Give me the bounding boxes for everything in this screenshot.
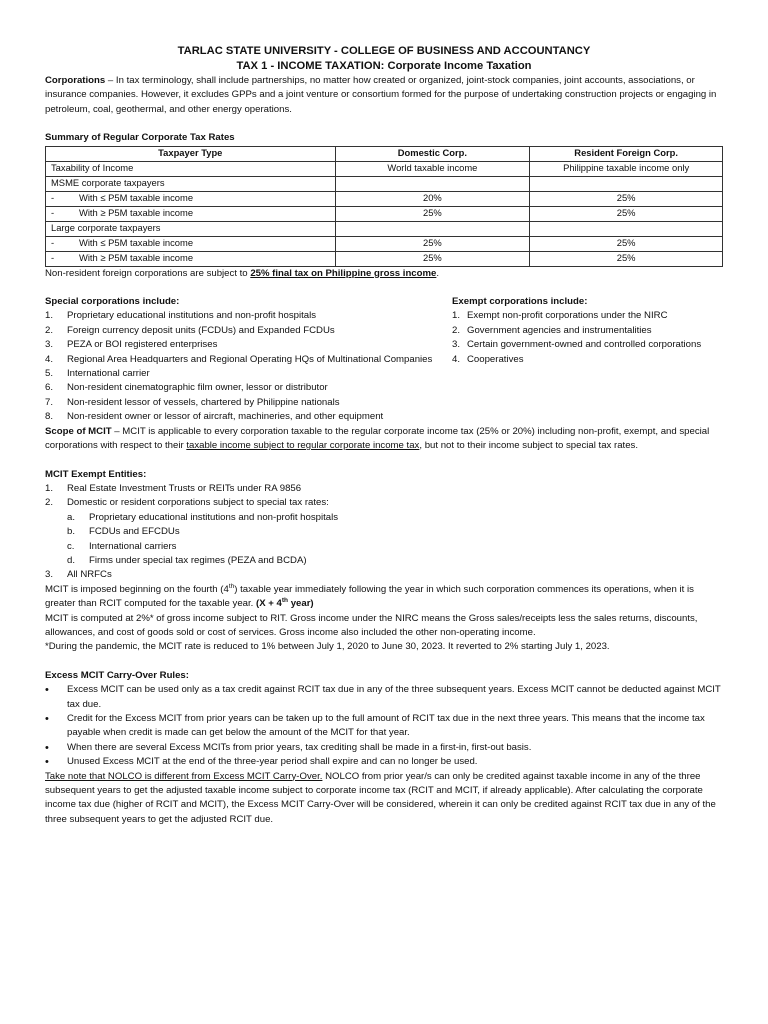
domestic-value: 25% <box>335 236 530 251</box>
list-item <box>45 683 723 712</box>
row-label: Taxability of Income <box>46 161 336 176</box>
item-number: 4. <box>452 353 461 365</box>
list-item <box>45 755 723 769</box>
exempt-corporations <box>452 295 723 425</box>
formula-pre: (X + 4 <box>256 598 282 610</box>
special-corporations <box>45 295 452 425</box>
imposed-mid: ) taxable year immediately following the year in which such corporation commences its operations, when it is greater than RCIT computed for the taxable year. <box>45 583 694 610</box>
item-text: Certain government-owned and controlled corporations <box>467 339 702 351</box>
item-number: 1. <box>452 310 461 322</box>
nolco-text: NOLCO from prior year/s can only be credited against taxable income in any of the three subsequent years to get the adjusted taxable income subject to corporate income tax (RCIT and MCIT, if already applicable). After calculating the corporate income tax due (higher of RCIT and MCIT), the Excess MCIT Carry-Over will be considered, wherein it can only be credited against RCIT tax due in any of the three subsequent years to get the adjusted RCIT due. <box>45 770 716 825</box>
item-text: Government agencies and instrumentalities <box>467 324 652 336</box>
corporate-tax-rates-table <box>45 146 723 267</box>
special-list <box>45 309 452 424</box>
foreign-value <box>530 221 723 236</box>
item-text: Domestic or resident corporations subject to special tax rates: <box>67 497 329 509</box>
item-text: Foreign currency deposit units (FCDUs) and Expanded FCDUs <box>67 324 335 336</box>
list-item <box>45 496 723 510</box>
list-item <box>67 554 723 568</box>
item-number: 1. <box>45 482 54 494</box>
list-item <box>45 309 452 323</box>
imposed-sup: th <box>228 582 235 590</box>
scope-underlined: taxable income subject to regular corporate income tax <box>186 440 420 452</box>
foreign-value: Philippine taxable income only <box>530 161 723 176</box>
list-item <box>452 338 723 352</box>
item-text: Cooperatives <box>467 353 524 365</box>
item-text: Non-resident owner or lessor of aircraft, machineries, and other equipment <box>67 411 384 423</box>
mcit-exempt-list-cont <box>45 568 723 582</box>
domestic-value: 25% <box>335 206 530 221</box>
dash-marker: - <box>51 207 55 219</box>
table-row <box>46 161 723 176</box>
list-item <box>45 353 452 367</box>
foreign-value: 25% <box>530 191 723 206</box>
foreign-value: 25% <box>530 236 723 251</box>
item-text: Real Estate Investment Trusts or REITs under RA 9856 <box>67 482 302 494</box>
carryover-title: Excess MCIT Carry-Over Rules: <box>45 669 189 681</box>
mcit-exempt-section <box>45 468 723 583</box>
carryover-list <box>45 683 723 769</box>
item-number: 3. <box>452 339 461 351</box>
mcit-exempt-list <box>45 482 723 511</box>
domestic-value <box>335 221 530 236</box>
item-text: Proprietary educational institutions and non-profit hospitals <box>67 310 317 322</box>
table-row <box>46 236 723 251</box>
table-header-row <box>46 146 723 161</box>
list-item <box>67 511 723 525</box>
list-item <box>67 525 723 539</box>
nolco-paragraph <box>45 770 723 828</box>
rates-table-caption: Summary of Regular Corporate Tax Rates <box>45 132 235 144</box>
list-item <box>45 712 723 741</box>
row-label: Large corporate taxpayers <box>46 221 336 236</box>
item-number: 3. <box>45 339 54 351</box>
item-text: Firms under special tax regimes (PEZA and BCDA) <box>89 554 307 566</box>
item-number: 4. <box>45 353 54 365</box>
table-row <box>46 206 723 221</box>
corporations-text: – In tax terminology, shall include partnerships, no matter how created or organized, joint-stock companies, joint accounts, associations, or insurance companies. However, it excludes GPPs and a joint venture or consortium formed for the purpose of undertaking construction projects or engaging in petroleum, coal, geothermal, and other energy operations. <box>45 75 717 115</box>
item-text: Credit for the Excess MCIT from prior years can be taken up to the full amount of RCIT tax due in the next three years. This means that the income tax payable when credit is made can get below the amount of the MCIT for that year. <box>67 713 705 739</box>
domestic-value: 25% <box>335 251 530 266</box>
nolco-underlined: Take note that NOLCO is different from Excess MCIT Carry-Over. <box>45 770 323 782</box>
nrfc-emphasis: 25% final tax on Philippine gross income <box>250 267 437 279</box>
imposed-pre: MCIT is imposed beginning on the fourth (4 <box>45 583 229 595</box>
document-header <box>45 44 723 74</box>
carryover-section <box>45 669 723 770</box>
item-text: Regional Area Headquarters and Regional Operating HQs of Multinational Companies <box>67 353 433 365</box>
item-text: International carrier <box>67 368 150 380</box>
corporations-term: Corporations <box>45 75 106 86</box>
mcit-imposed-paragraph <box>45 583 723 612</box>
item-number: 5. <box>45 368 54 380</box>
nrfc-pre: Non-resident foreign corporations are subject to <box>45 267 251 279</box>
dash-marker: - <box>51 237 55 249</box>
foreign-value: 25% <box>530 206 723 221</box>
special-title: Special corporations include: <box>45 296 180 308</box>
imposed-formula <box>256 598 314 609</box>
item-text: Exempt non-profit corporations under the NIRC <box>467 310 668 322</box>
list-item <box>45 381 452 395</box>
dash-marker: - <box>51 252 55 264</box>
item-text: International carriers <box>89 540 177 552</box>
pandemic-note: *During the pandemic, the MCIT rate is reduced to 1% between July 1, 2020 to June 30, 2023. It reverted to 2% starting July 1, 2023. <box>45 641 610 653</box>
domestic-value: 20% <box>335 191 530 206</box>
item-text: Non-resident cinematographic film owner, lessor or distributor <box>67 382 328 394</box>
scope-pre: – MCIT is applicable to every corporation taxable to the regular corporate income tax (25% or 20%) including non-profit, exempt, and special corporations with respect to their <box>45 425 710 452</box>
item-text: When there are several Excess MCITs from prior years, tax crediting shall be made in a first-in, first-out basis. <box>67 741 532 753</box>
item-letter: c. <box>67 540 75 552</box>
row-label-text: With ≤ P5M taxable income <box>79 192 194 204</box>
exempt-title: Exempt corporations include: <box>452 296 588 308</box>
list-item <box>452 324 723 338</box>
item-number: 8. <box>45 411 54 423</box>
list-item <box>45 396 452 410</box>
item-text: Non-resident lessor of vessels, chartered by Philippine nationals <box>67 396 340 408</box>
row-label <box>46 191 336 206</box>
item-letter: d. <box>67 554 76 566</box>
corporation-lists <box>45 295 723 425</box>
table-row <box>46 251 723 266</box>
row-label-text: With ≥ P5M taxable income <box>79 207 194 219</box>
exempt-list <box>452 309 723 367</box>
item-number: 3. <box>45 569 54 581</box>
mcit-exempt-title: MCIT Exempt Entities: <box>45 468 147 480</box>
header-domestic-corp: Domestic Corp. <box>335 146 530 161</box>
mcit-computed-paragraph: MCIT is computed at 2%* of gross income subject to RIT. Gross income under the NIRC means the Gross sales/receipts less the sales returns, discounts, allowances, and cost of goods sold or cost of services. Gross income also included the other non-operating income. <box>45 612 698 638</box>
scope-paragraph <box>45 425 723 454</box>
header-course: TAX 1 - INCOME TAXATION: Corporate Income Taxation <box>236 60 532 72</box>
row-label-text: With ≤ P5M taxable income <box>79 237 194 249</box>
list-item <box>45 338 452 352</box>
table-row <box>46 176 723 191</box>
item-number: 1. <box>45 310 54 322</box>
scope-post: , but not to their income subject to special tax rates. <box>419 440 638 452</box>
row-label <box>46 236 336 251</box>
foreign-value <box>530 176 723 191</box>
bullet-icon: • <box>45 741 49 754</box>
header-university: TARLAC STATE UNIVERSITY - COLLEGE OF BUSINESS AND ACCOUNTANCY <box>177 45 591 57</box>
item-letter: a. <box>67 511 76 523</box>
table-row <box>46 191 723 206</box>
item-text: Excess MCIT can be used only as a tax credit against RCIT tax due in any of the three subsequent years. Excess MCIT cannot be deducted against MCIT tax due. <box>67 684 721 710</box>
bullet-icon: • <box>45 713 49 725</box>
nrfc-paragraph <box>45 267 723 281</box>
item-number: 7. <box>45 396 54 408</box>
corporations-paragraph <box>45 74 723 117</box>
domestic-value: World taxable income <box>335 161 530 176</box>
list-item <box>452 353 723 367</box>
list-item <box>45 410 452 424</box>
header-taxpayer-type: Taxpayer Type <box>46 146 336 161</box>
item-letter: b. <box>67 526 76 538</box>
row-label-text: With ≥ P5M taxable income <box>79 252 194 264</box>
item-number: 6. <box>45 382 54 394</box>
foreign-value: 25% <box>530 251 723 266</box>
list-item <box>45 741 723 755</box>
list-item <box>45 568 723 582</box>
bullet-icon: • <box>45 756 49 769</box>
item-number: 2. <box>45 324 54 336</box>
formula-post: year) <box>288 598 314 610</box>
scope-term: Scope of MCIT <box>45 425 112 437</box>
item-number: 2. <box>452 324 461 336</box>
list-item <box>452 309 723 323</box>
row-label <box>46 206 336 221</box>
item-text: FCDUs and EFCDUs <box>89 526 180 538</box>
nrfc-post: . <box>436 267 440 279</box>
item-text: All NRFCs <box>67 569 112 581</box>
dash-marker: - <box>51 192 55 204</box>
domestic-value <box>335 176 530 191</box>
item-text: Proprietary educational institutions and non-profit hospitals <box>89 511 339 523</box>
bullet-icon: • <box>45 684 49 697</box>
row-label <box>46 251 336 266</box>
mcit-exempt-sublist <box>45 511 723 569</box>
list-item <box>45 367 452 381</box>
header-resident-foreign-corp: Resident Foreign Corp. <box>530 146 723 161</box>
item-text: Unused Excess MCIT at the end of the three-year period shall expire and can no longer be used. <box>67 756 478 768</box>
formula-sup: th <box>281 596 289 604</box>
item-number: 2. <box>45 497 54 509</box>
list-item <box>67 540 723 554</box>
list-item <box>45 324 452 338</box>
table-row <box>46 221 723 236</box>
row-label: MSME corporate taxpayers <box>46 176 336 191</box>
list-item <box>45 482 723 496</box>
item-text: PEZA or BOI registered enterprises <box>67 339 218 351</box>
